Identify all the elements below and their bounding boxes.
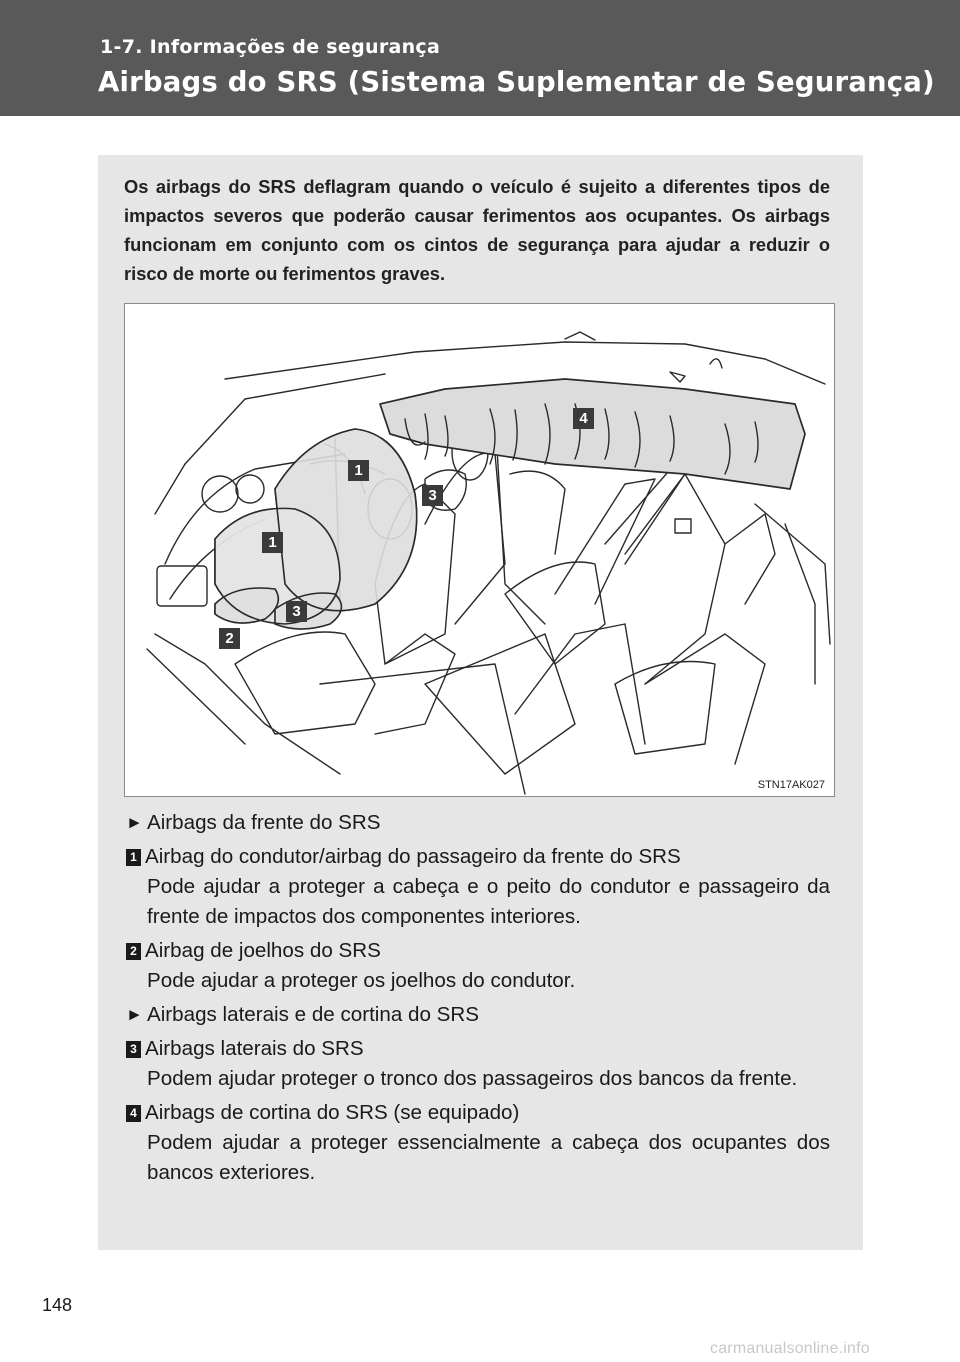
item-description: Pode ajudar a proteger a cabeça e o peito do condutor e passageiro da frente de impactos dos componentes interiores. <box>147 875 830 928</box>
callout-4: 4 <box>573 408 594 429</box>
item-title: 3 Airbags laterais do SRS <box>126 1034 830 1064</box>
item-title: 2 Airbag de joelhos do SRS <box>126 936 830 966</box>
callout-1-upper: 1 <box>348 460 369 481</box>
intro-paragraph: Os airbags do SRS deflagram quando o veículo é sujeito a diferentes tipos de impactos severos que poderão causar ferimentos aos ocupantes. Os airbags funcionam em conjunto com os cintos de segurança para ajudar a reduzir o risco de morte ou ferimentos graves. <box>124 176 830 284</box>
page-header <box>0 0 960 116</box>
section-heading: ► Airbags da frente do SRS <box>126 808 830 838</box>
page-number: 148 <box>42 1295 73 1315</box>
callout-3-upper: 3 <box>422 485 443 506</box>
car-interior-drawing <box>125 304 835 797</box>
section-label: 1-7. Informações de segurança <box>100 36 441 58</box>
number-badge: 1 <box>126 849 141 866</box>
callout-1-lower: 1 <box>262 532 283 553</box>
item-description: Podem ajudar proteger o tronco dos passageiros dos bancos da frente. <box>147 1067 798 1090</box>
figure-code: STN17AK027 <box>757 779 825 791</box>
callout-2: 2 <box>219 628 240 649</box>
number-badge: 3 <box>126 1041 141 1058</box>
page-title: Airbags do SRS (Sistema Suplementar de Segurança) <box>98 66 935 98</box>
section-heading: ► Airbags laterais e de cortina do SRS <box>126 1000 830 1030</box>
item-description: Podem ajudar a proteger essencialmente a cabeça dos ocupantes dos bancos exteriores. <box>147 1131 830 1184</box>
number-badge: 2 <box>126 943 141 960</box>
item-title: 4 Airbags de cortina do SRS (se equipado) <box>126 1098 830 1128</box>
number-badge: 4 <box>126 1105 141 1122</box>
airbag-illustration <box>124 303 835 797</box>
arrow-icon: ► <box>126 813 143 832</box>
item-title: 1 Airbag do condutor/airbag do passageiro da frente do SRS <box>126 842 830 872</box>
arrow-icon: ► <box>126 1005 143 1024</box>
item-description: Pode ajudar a proteger os joelhos do condutor. <box>147 969 576 992</box>
watermark: carmanualsonline.info <box>710 1340 870 1357</box>
callout-3-lower: 3 <box>286 601 307 622</box>
airbag-list <box>126 808 830 1188</box>
